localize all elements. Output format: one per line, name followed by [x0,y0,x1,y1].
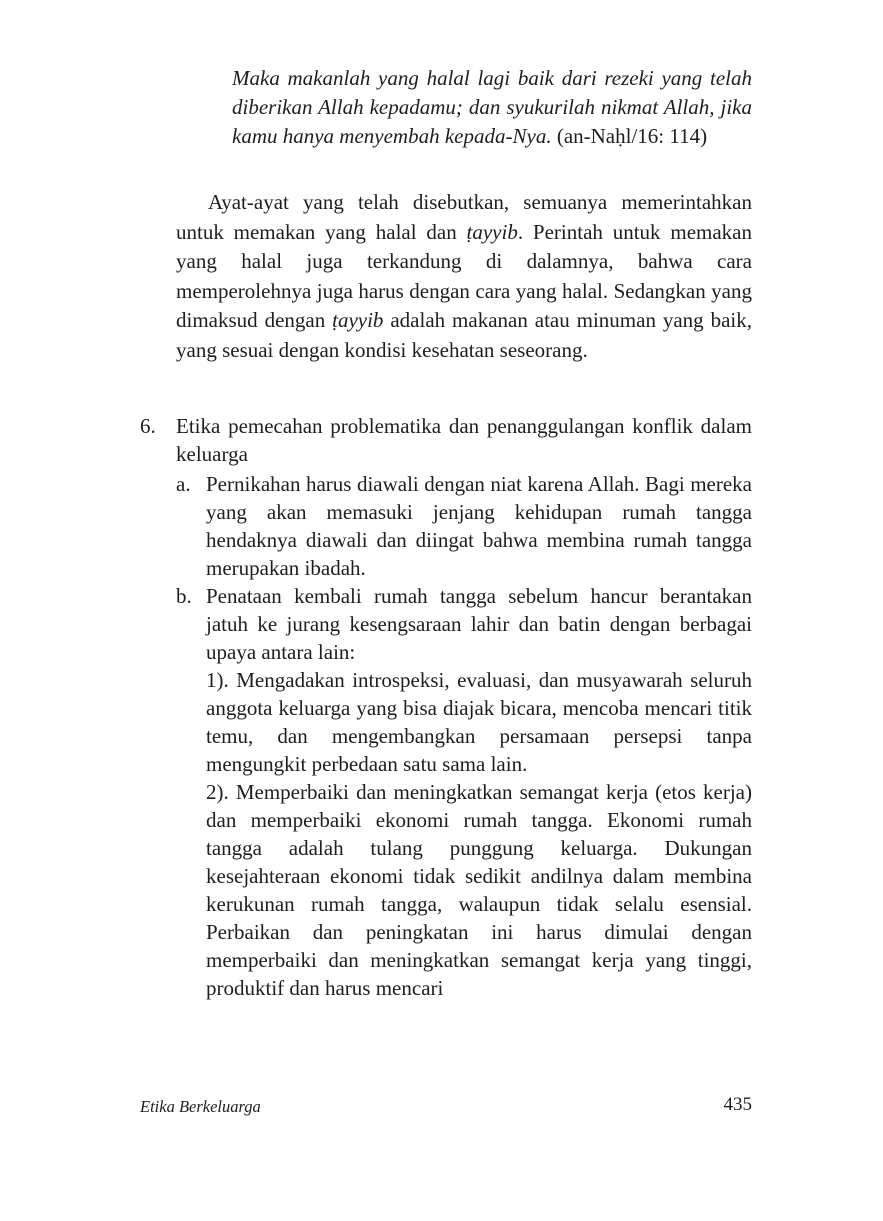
sub-item-a [176,470,752,582]
paragraph-part-1: Ayat-ayat yang telah disebutkan, semuanya memerintahkan untuk memakan yang halal dan [176,190,752,244]
term-tayyib-1: ṭayyib [466,219,518,244]
sub-item-b-text: Penataan kembali rumah tangga sebelum hancur berantakan jatuh ke jurang kesengsaraan lahir dan batin dengan berbagai upaya antara lain: [206,584,752,664]
quote-citation: (an-Naḥl/16: 114) [556,124,708,148]
quran-translation-quote [232,64,752,151]
sub-item-b [176,582,752,1002]
step-1: 1). Mengadakan introspeksi, evaluasi, dan musyawarah seluruh anggota keluarga yang bisa diajak bicara, mencoba mencari titik temu, dan mengembangkan persamaan persepsi tanpa mengungkit perbedaan satu sama lain. [206,668,752,776]
sub-item-a-text: Pernikahan harus diawali dengan niat karena Allah. Bagi mereka yang akan memasuki jenjang kehidupan rumah tangga hendaknya diawali dan diingat bahwa membina rumah tangga merupakan ibadah. [206,472,752,580]
quote-text: Maka makanlah yang halal lagi baik dari rezeki yang telah diberikan Allah kepadamu; dan syukurilah nikmat Allah, jika kamu hanya menyembah kepada-Nya. [232,66,752,148]
explanation-paragraph [176,188,752,365]
page-number: 435 [723,1094,752,1115]
paragraph-part-2: . Perintah untuk memakan yang halal juga terkandung di dalamnya, bahwa cara memperolehnya juga harus dengan cara yang halal. Sedangkan yang dimaksud dengan [176,219,753,332]
sub-item-letter-a: a. [176,472,191,496]
list-item-heading: Etika pemecahan problematika dan penanggulangan konflik dalam keluarga [176,414,752,466]
list-item-number: 6. [140,414,156,438]
running-footer-title: Etika Berkeluarga [140,1097,261,1116]
step-2: 2). Memperbaiki dan meningkatkan semangat kerja (etos kerja) dan memperbaiki ekonomi rumah tangga. Ekonomi rumah tangga adalah tulang punggung keluarga. Dukungan kesejahteraan ekonomi tidak sedikit andilnya dalam membina kerukunan rumah tangga, walaupun tidak selalu esensial. Perbaikan dan peningkatan ini harus dimulai dengan memperbaiki dan meningkatkan semangat kerja yang tinggi, produktif dan harus mencari [206,780,752,1000]
term-tayyib-2: ṭayyib [332,308,384,332]
sub-item-letter-b: b. [176,584,192,608]
paragraph-part-3: adalah makanan atau minuman yang baik, yang sesuai dengan kondisi kesehatan seseorang. [176,308,752,362]
